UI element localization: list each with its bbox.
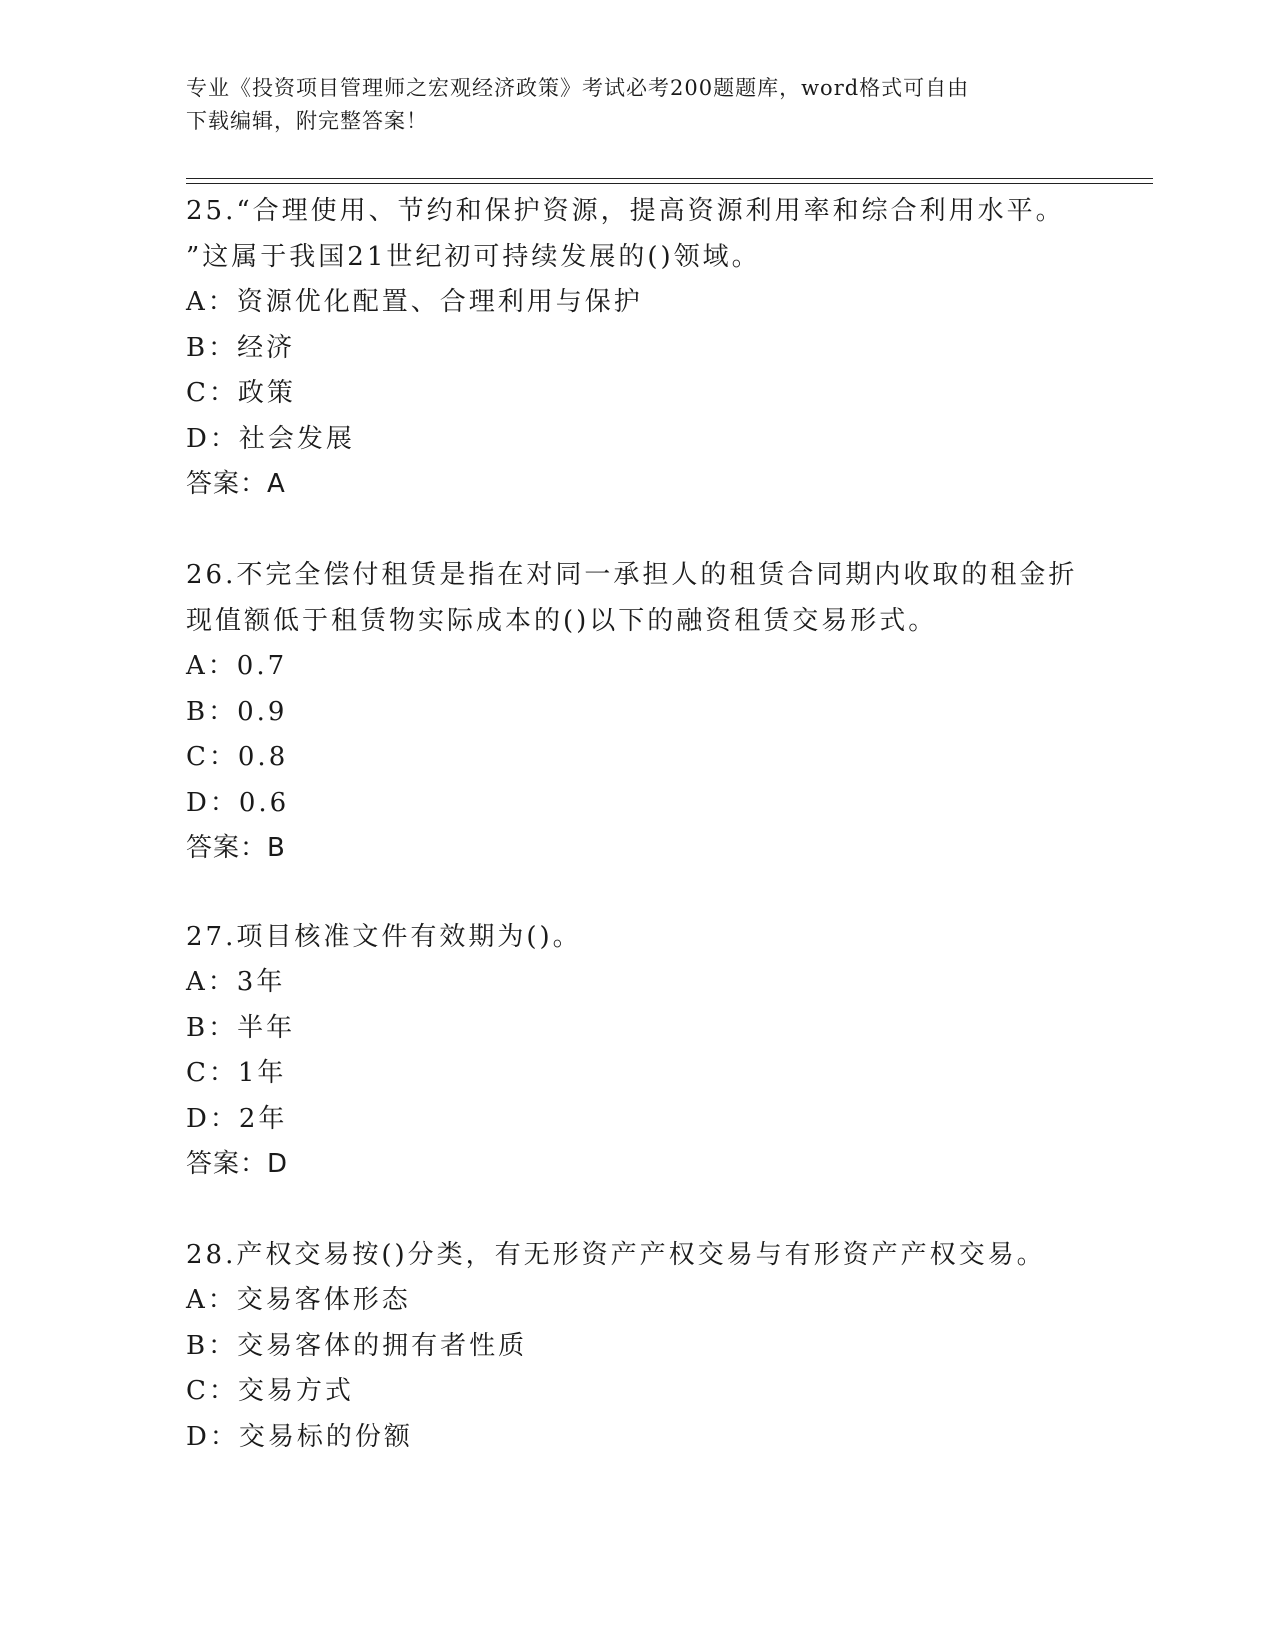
question-stem: 26.不完全偿付租赁是指在对同一承担人的租赁合同期内收取的租金折 [186,560,1078,590]
option-d: D：社会发展 [186,423,355,454]
option-b: B：经济 [186,332,296,363]
option-d: D：0.6 [186,787,290,818]
option-b: B：0.9 [186,696,288,727]
option-c: C：1年 [186,1058,287,1088]
question-stem: 28.产权交易按()分类，有无形资产产权交易与有形资产产权交易。 [186,1240,1046,1270]
option-c: C：政策 [186,378,296,408]
option-d: D：2年 [186,1103,288,1134]
answer: 答案：B [186,833,286,863]
option-c: C：交易方式 [186,1376,354,1406]
answer: 答案：D [186,1149,289,1179]
question-stem: 25.“合理使用、节约和保护资源，提高资源利用率和综合利用水平。 [186,196,1065,226]
question-27 [186,914,1086,1188]
option-d: D：交易标的份额 [186,1421,413,1452]
option-a: A：资源优化配置、合理利用与保护 [186,287,643,317]
option-b: B：交易客体的拥有者性质 [186,1330,528,1361]
question-stem-continued: 现值额低于租赁物实际成本的()以下的融资租赁交易形式。 [186,606,938,636]
header-divider-bottom [186,183,1153,184]
option-c: C：0.8 [186,742,289,772]
document-header [186,72,1066,138]
question-stem: 27.项目核准文件有效期为()。 [186,922,582,952]
option-a: A：0.7 [186,651,288,681]
header-line-1: 专业《投资项目管理师之宏观经济政策》考试必考200题题库，word格式可自由 [186,76,970,100]
option-a: A：交易客体形态 [186,1285,411,1315]
answer: 答案：A [186,469,286,499]
question-26 [186,552,1086,872]
option-a: A：3年 [186,967,286,997]
question-25 [186,188,1086,508]
question-28 [186,1232,1086,1460]
option-b: B：半年 [186,1012,296,1043]
header-divider-top [186,178,1153,179]
header-line-2: 下载编辑，附完整答案！ [186,109,428,133]
question-stem-continued: ”这属于我国21世纪初可持续发展的()领域。 [186,242,761,272]
